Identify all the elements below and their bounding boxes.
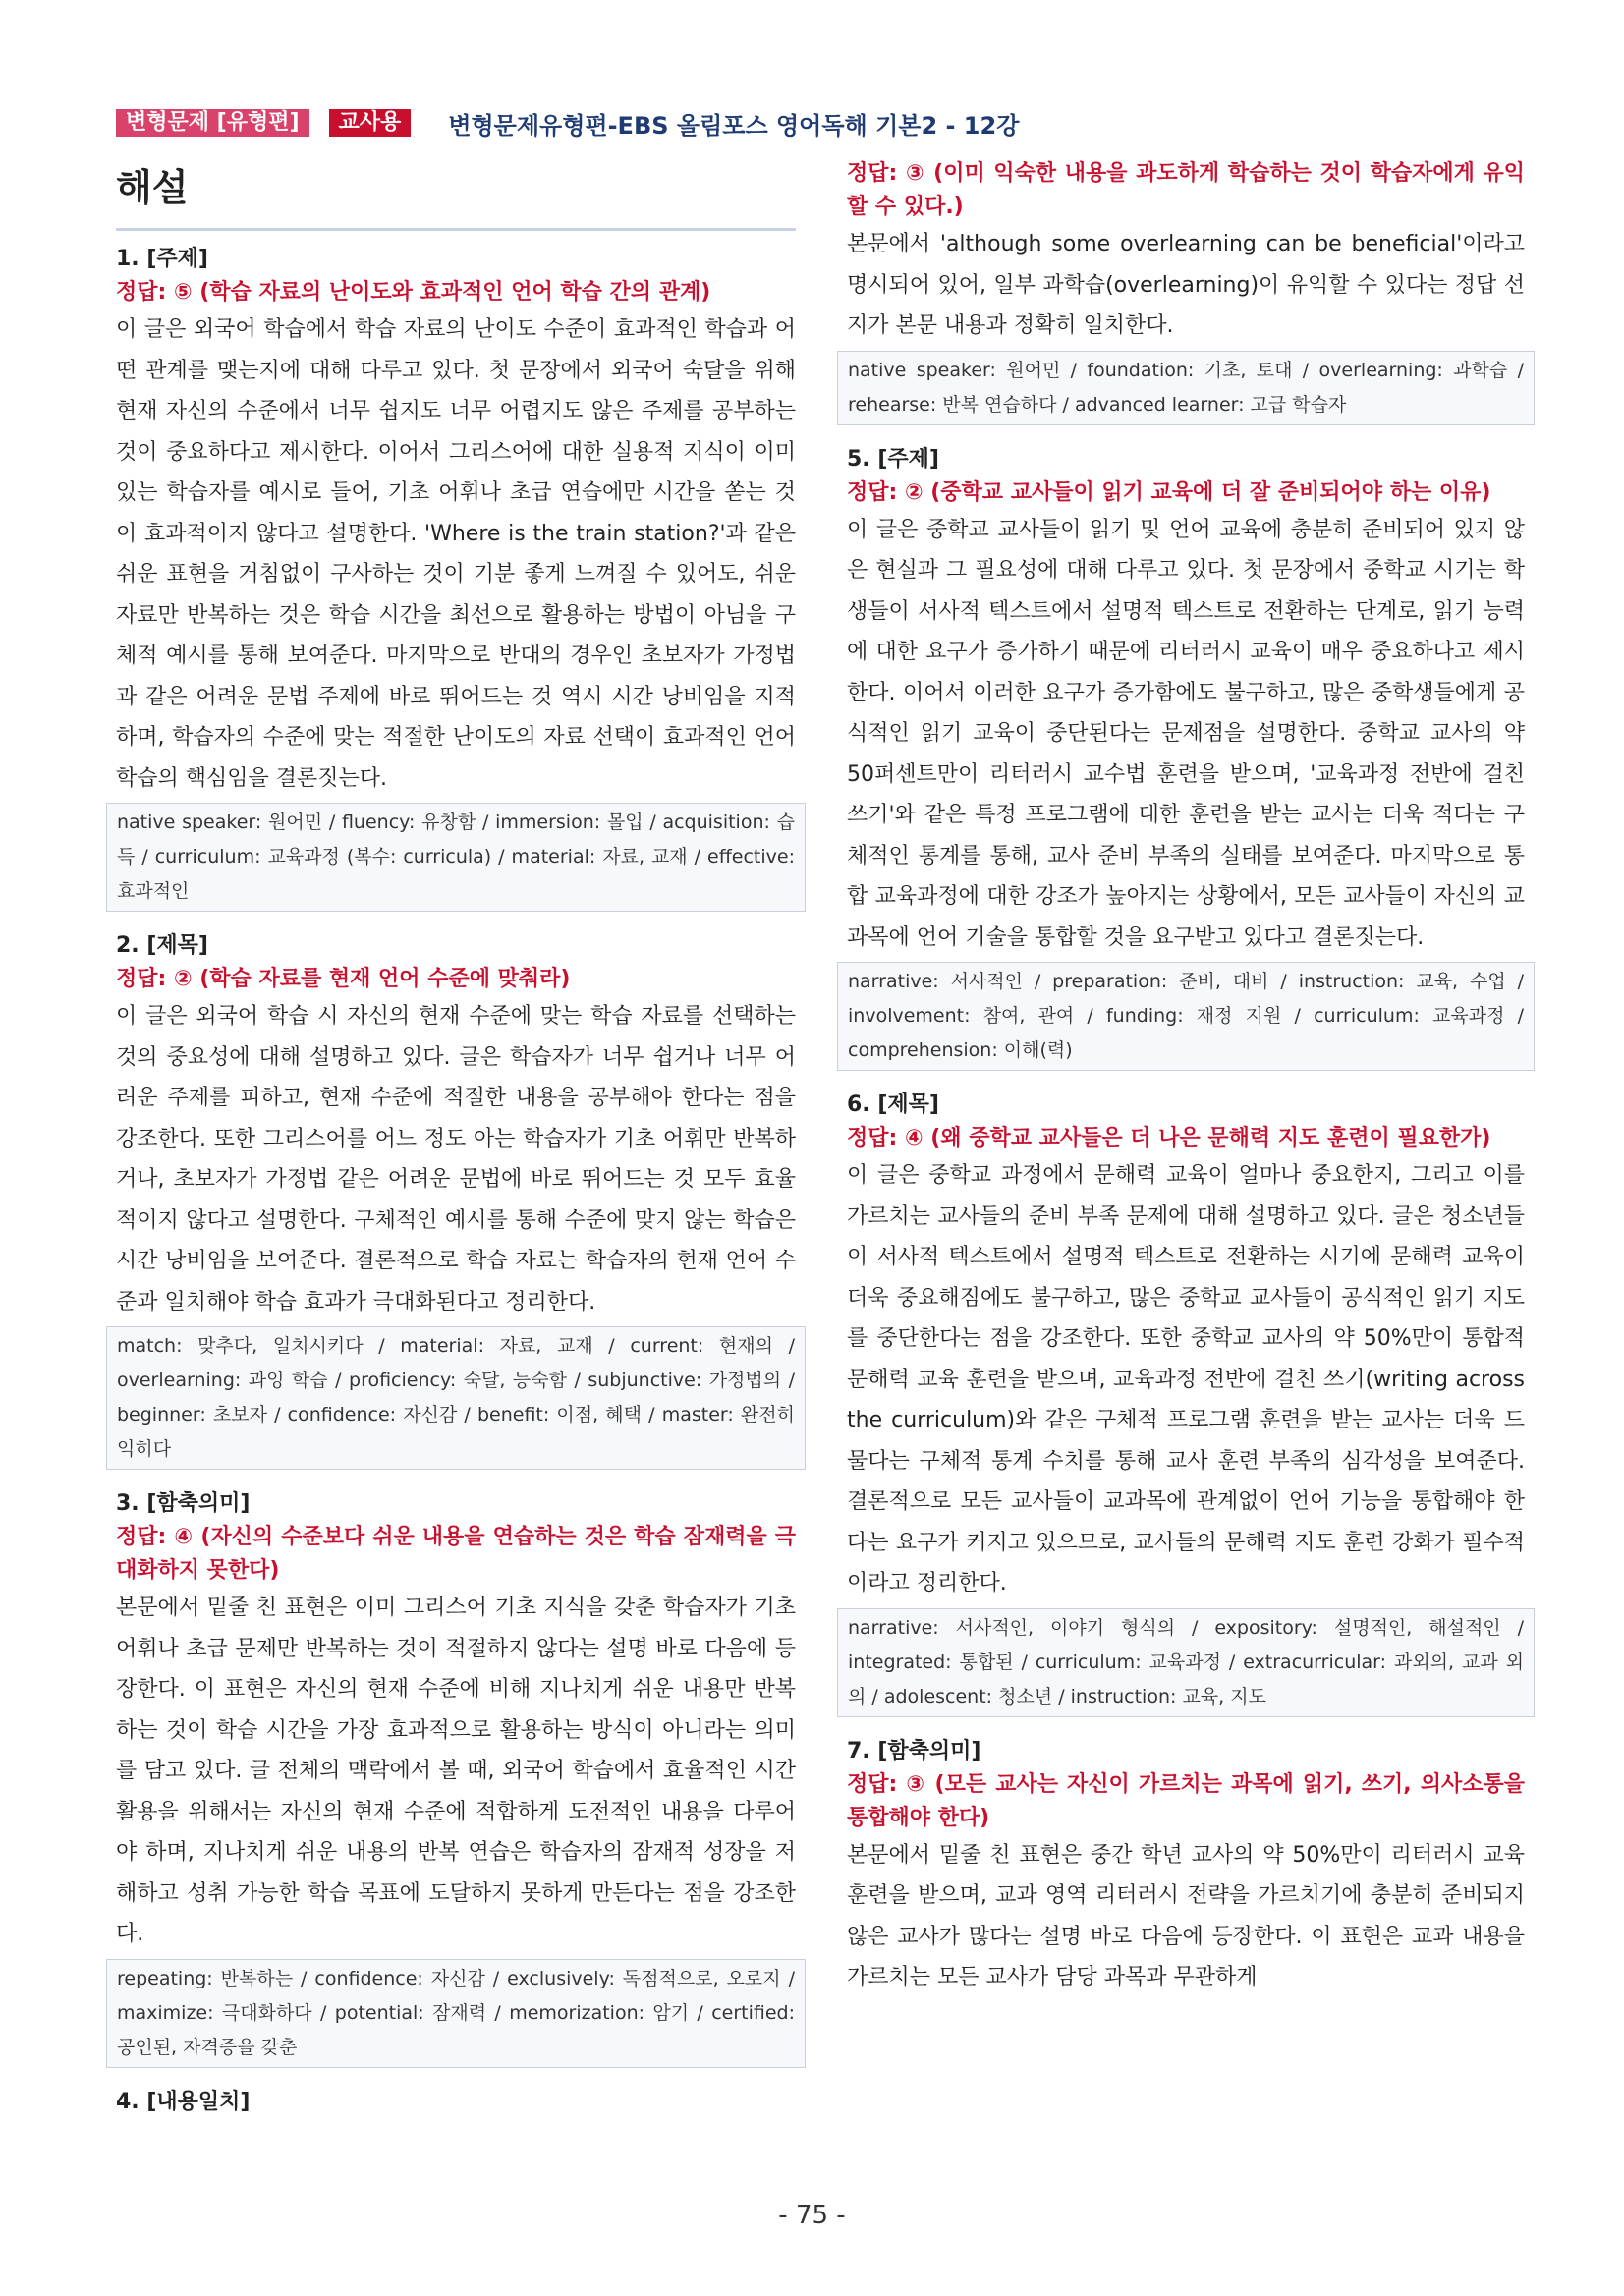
question-2-explanation: 이 글은 외국어 학습 시 자신의 현재 수준에 맞는 학습 자료를 선택하는 것의 중요성에 대해 설명하고 있다. 글은 학습자가 너무 쉽거나 너무 어려운 주제를 피하고, 현재 수준에 적절한 내용을 공부해야 한다는 점을 강조한다. 또한 그리스어를 어느 정도 아는 학습자가 기초 어휘만 반복하거나, 초보자가 가정법 같은 어려운 문법에 바로 뛰어드는 것 모두 효율적이지 않다고 설명한다. 구체적인 예시를 통해 수준에 맞지 않는 학습은 시간 낭비임을 보여준다. 결론적으로 학습 자료는 학습자의 현재 언어 수준과 일치해야 학습 효과가 극대화된다고 정리한다. xyxy=(116,1004,796,1315)
question-5-heading: 5. [주제] xyxy=(847,446,939,472)
question-3-vocab-box: repeating: 반복하는 / confidence: 자신감 / exclusively: 독점적으로, 오로지 / maximize: 극대화하다 / potential: 잠재력 / memorization: 암기 / certified: 공인된, 자격증을 갖춘 xyxy=(106,1959,806,2068)
question-4 xyxy=(116,2086,796,2119)
category-tag: 변형문제 [유형편] xyxy=(116,109,309,137)
question-4-explanation: 본문에서 'although some overlearning can be beneficial'이라고 명시되어 있어, 일부 과학습(overlearning)이 유익할 수 있다는 정답 선지가 본문 내용과 정확히 일치한다. xyxy=(847,232,1525,338)
question-5 xyxy=(847,443,1525,1072)
question-7 xyxy=(847,1735,1525,1998)
question-4-answer: 정답: ③ (이미 익숙한 내용을 과도하게 학습하는 것이 학습자에게 유익할 수 있다.) xyxy=(847,161,1525,219)
question-6-explanation: 이 글은 중학교 과정에서 문해력 교육이 얼마나 중요한지, 그리고 이를 가르치는 교사들의 준비 부족 문제에 대해 설명하고 있다. 글은 청소년들이 서사적 텍스트에서 설명적 텍스트로 전환하는 시기에 문해력 교육이 더욱 중요해짐에도 불구하고, 많은 중학교 교사들이 공식적인 읽기 지도를 중단한다는 점을 강조한다. 또한 중학교 교사의 약 50%만이 통합적 문해력 교육 훈련을 받으며, 교육과정 전반에 걸친 쓰기(writing across the curriculum)와 같은 구체적 프로그램 훈련을 받는 교사는 더욱 드물다는 구체적 통계 수치를 통해 교사 훈련 부족의 심각성을 보여준다. 결론적으로 모든 교사들이 교과목에 관계없이 언어 기능을 통합해야 한다는 요구가 커지고 있으므로, 교사들의 문해력 지도 훈련 강화가 필수적이라고 정리한다. xyxy=(847,1163,1525,1596)
section-title: 해설 xyxy=(116,157,796,231)
question-1-explanation: 이 글은 외국어 학습에서 학습 자료의 난이도 수준이 효과적인 학습과 어떤 관계를 맺는지에 대해 다루고 있다. 첫 문장에서 외국어 숙달을 위해 현재 자신의 수준에서 너무 쉽지도 너무 어렵지도 않은 주제를 공부하는 것이 중요하다고 제시한다. 이어서 그리스어에 대한 실용적 지식이 이미 있는 학습자를 예시로 들어, 기초 어휘나 초급 연습에만 시간을 쏟는 것이 효과적이지 않다고 설명한다. 'Where is the train station?'과 같은 쉬운 표현을 거침없이 구사하는 것이 기분 좋게 느껴질 수 있어도, 쉬운 자료만 반복하는 것은 학습 시간을 최선으로 활용하는 방법이 아님을 구체적 예시를 통해 보여준다. 마지막으로 반대의 경우인 초보자가 가정법과 같은 어려운 문법 주제에 바로 뛰어드는 것 역시 시간 낭비임을 지적하며, 학습자의 수준에 맞는 적절한 난이도의 자료 선택이 효과적인 언어 학습의 핵심임을 결론짓는다. xyxy=(116,317,796,791)
question-4-vocab-box: native speaker: 원어민 / foundation: 기초, 토대 / overlearning: 과학습 / rehearse: 반복 연습하다 / advanced learner: 고급 학습자 xyxy=(837,351,1535,425)
question-3-heading: 3. [함축의미] xyxy=(116,1491,251,1516)
left-column xyxy=(116,157,796,2119)
question-4-continued xyxy=(847,157,1525,425)
question-7-answer: 정답: ③ (모든 교사는 자신이 가르치는 과목에 읽기, 쓰기, 의사소통을 통합해야 한다) xyxy=(847,1771,1525,1830)
question-5-answer: 정답: ② (중학교 교사들이 읽기 교육에 더 잘 준비되어야 하는 이유) xyxy=(847,479,1491,505)
question-1 xyxy=(116,243,796,912)
question-2-vocab-box: match: 맞추다, 일치시키다 / material: 자료, 교재 / current: 현재의 / overlearning: 과잉 학습 / proficiency: 숙달, 능숙함 / subjunctive: 가정법의 / beginner: 초보자 / confidence: 자신감 / benefit: 이점, 혜택 / master: 완전히 익히다 xyxy=(106,1326,806,1470)
question-2-answer: 정답: ② (학습 자료를 현재 언어 수준에 맞춰라) xyxy=(116,967,571,991)
teacher-tag: 교사용 xyxy=(329,109,412,137)
question-7-explanation: 본문에서 밑줄 친 표현은 중간 학년 교사의 약 50%만이 리터러시 교육 훈련을 받으며, 교과 영역 리터러시 전략을 가르치기에 충분히 준비되지 않은 교사가 많다는 설명 바로 다음에 등장한다. 이 표현은 교과 내용을 가르치는 모든 교사가 담당 과목과 무관하게 xyxy=(847,1842,1525,1989)
question-2-heading: 2. [제목] xyxy=(116,933,208,958)
question-3-answer: 정답: ④ (자신의 수준보다 쉬운 내용을 연습하는 것은 학습 잠재력을 극대화하지 못한다) xyxy=(116,1525,796,1583)
question-5-vocab-box: narrative: 서사적인 / preparation: 준비, 대비 / instruction: 교육, 수업 / involvement: 참여, 관여 / funding: 재정 지원 / curriculum: 교육과정 / comprehension: 이해(력) xyxy=(837,962,1535,1071)
question-1-heading: 1. [주제] xyxy=(116,247,208,271)
question-3-explanation: 본문에서 밑줄 친 표현은 이미 그리스어 기초 지식을 갖춘 학습자가 기초 어휘나 초급 문제만 반복하는 것이 적절하지 않다는 설명 바로 다음에 등장한다. 이 표현은 자신의 현재 수준에 비해 지나치게 쉬운 내용만 반복하는 것이 학습 시간을 가장 효과적으로 활용하는 방식이 아니라는 의미를 담고 있다. 글 전체의 맥락에서 볼 때, 외국어 학습에서 효율적인 시간 활용을 위해서는 자신의 현재 수준에 적합하게 도전적인 내용을 다루어야 하며, 지나치게 쉬운 내용의 반복 연습은 학습자의 잠재적 성장을 저해하고 성취 가능한 학습 목표에 도달하지 못하게 만든다는 점을 강조한다. xyxy=(116,1596,796,1946)
page-number: - 75 - xyxy=(778,2201,846,2230)
question-3 xyxy=(116,1487,796,2068)
question-1-answer: 정답: ⑤ (학습 자료의 난이도와 효과적인 언어 학습 간의 관계) xyxy=(116,280,711,305)
question-6-answer: 정답: ④ (왜 중학교 교사들은 더 나은 문해력 지도 훈련이 필요한가) xyxy=(847,1126,1491,1150)
question-6-heading: 6. [제목] xyxy=(847,1092,939,1117)
header-title: 변형문제유형편-EBS 올림포스 영어독해 기본2 - 12강 xyxy=(448,111,1020,140)
page-header xyxy=(116,108,1019,138)
question-1-vocab-box: native speaker: 원어민 / fluency: 유창함 / immersion: 몰입 / acquisition: 습득 / curriculum: 교육과정 (복수: curricula) / material: 자료, 교재 / effective: 효과적인 xyxy=(106,803,806,912)
question-5-explanation: 이 글은 중학교 교사들이 읽기 및 언어 교육에 충분히 준비되어 있지 않은 현실과 그 필요성에 대해 다루고 있다. 첫 문장에서 중학교 시기는 학생들이 서사적 텍스트에서 설명적 텍스트로 전환하는 단계로, 읽기 능력에 대한 요구가 증가하기 때문에 리터러시 교육이 매우 중요하다고 제시한다. 이어서 이러한 요구가 증가함에도 불구하고, 많은 중학생들에게 공식적인 읽기 교육이 중단된다는 문제점을 설명한다. 중학교 교사의 약 50퍼센트만이 리터러시 교수법 훈련을 받으며, '교육과정 전반에 걸친 쓰기'와 같은 특정 프로그램에 대한 훈련을 받는 교사는 더욱 적다는 구체적인 통계를 통해, 교사 준비 부족의 실태를 보여준다. 마지막으로 통합 교육과정에 대한 강조가 높아지는 상황에서, 모든 교사들이 자신의 교과목에 언어 기술을 통합할 것을 요구받고 있다고 결론짓는다. xyxy=(847,517,1525,950)
question-7-heading: 7. [함축의미] xyxy=(847,1738,981,1764)
question-6-vocab-box: narrative: 서사적인, 이야기 형식의 / expository: 설명적인, 해설적인 / integrated: 통합된 / curriculum: 교육과정 / extracurricular: 과외의, 교과 외의 / adolescent: 청소년 / instruction: 교육, 지도 xyxy=(837,1608,1535,1717)
question-4-heading: 4. [내용일치] xyxy=(116,2089,251,2114)
question-2 xyxy=(116,929,796,1470)
question-6 xyxy=(847,1089,1525,1717)
right-column xyxy=(847,157,1525,1998)
